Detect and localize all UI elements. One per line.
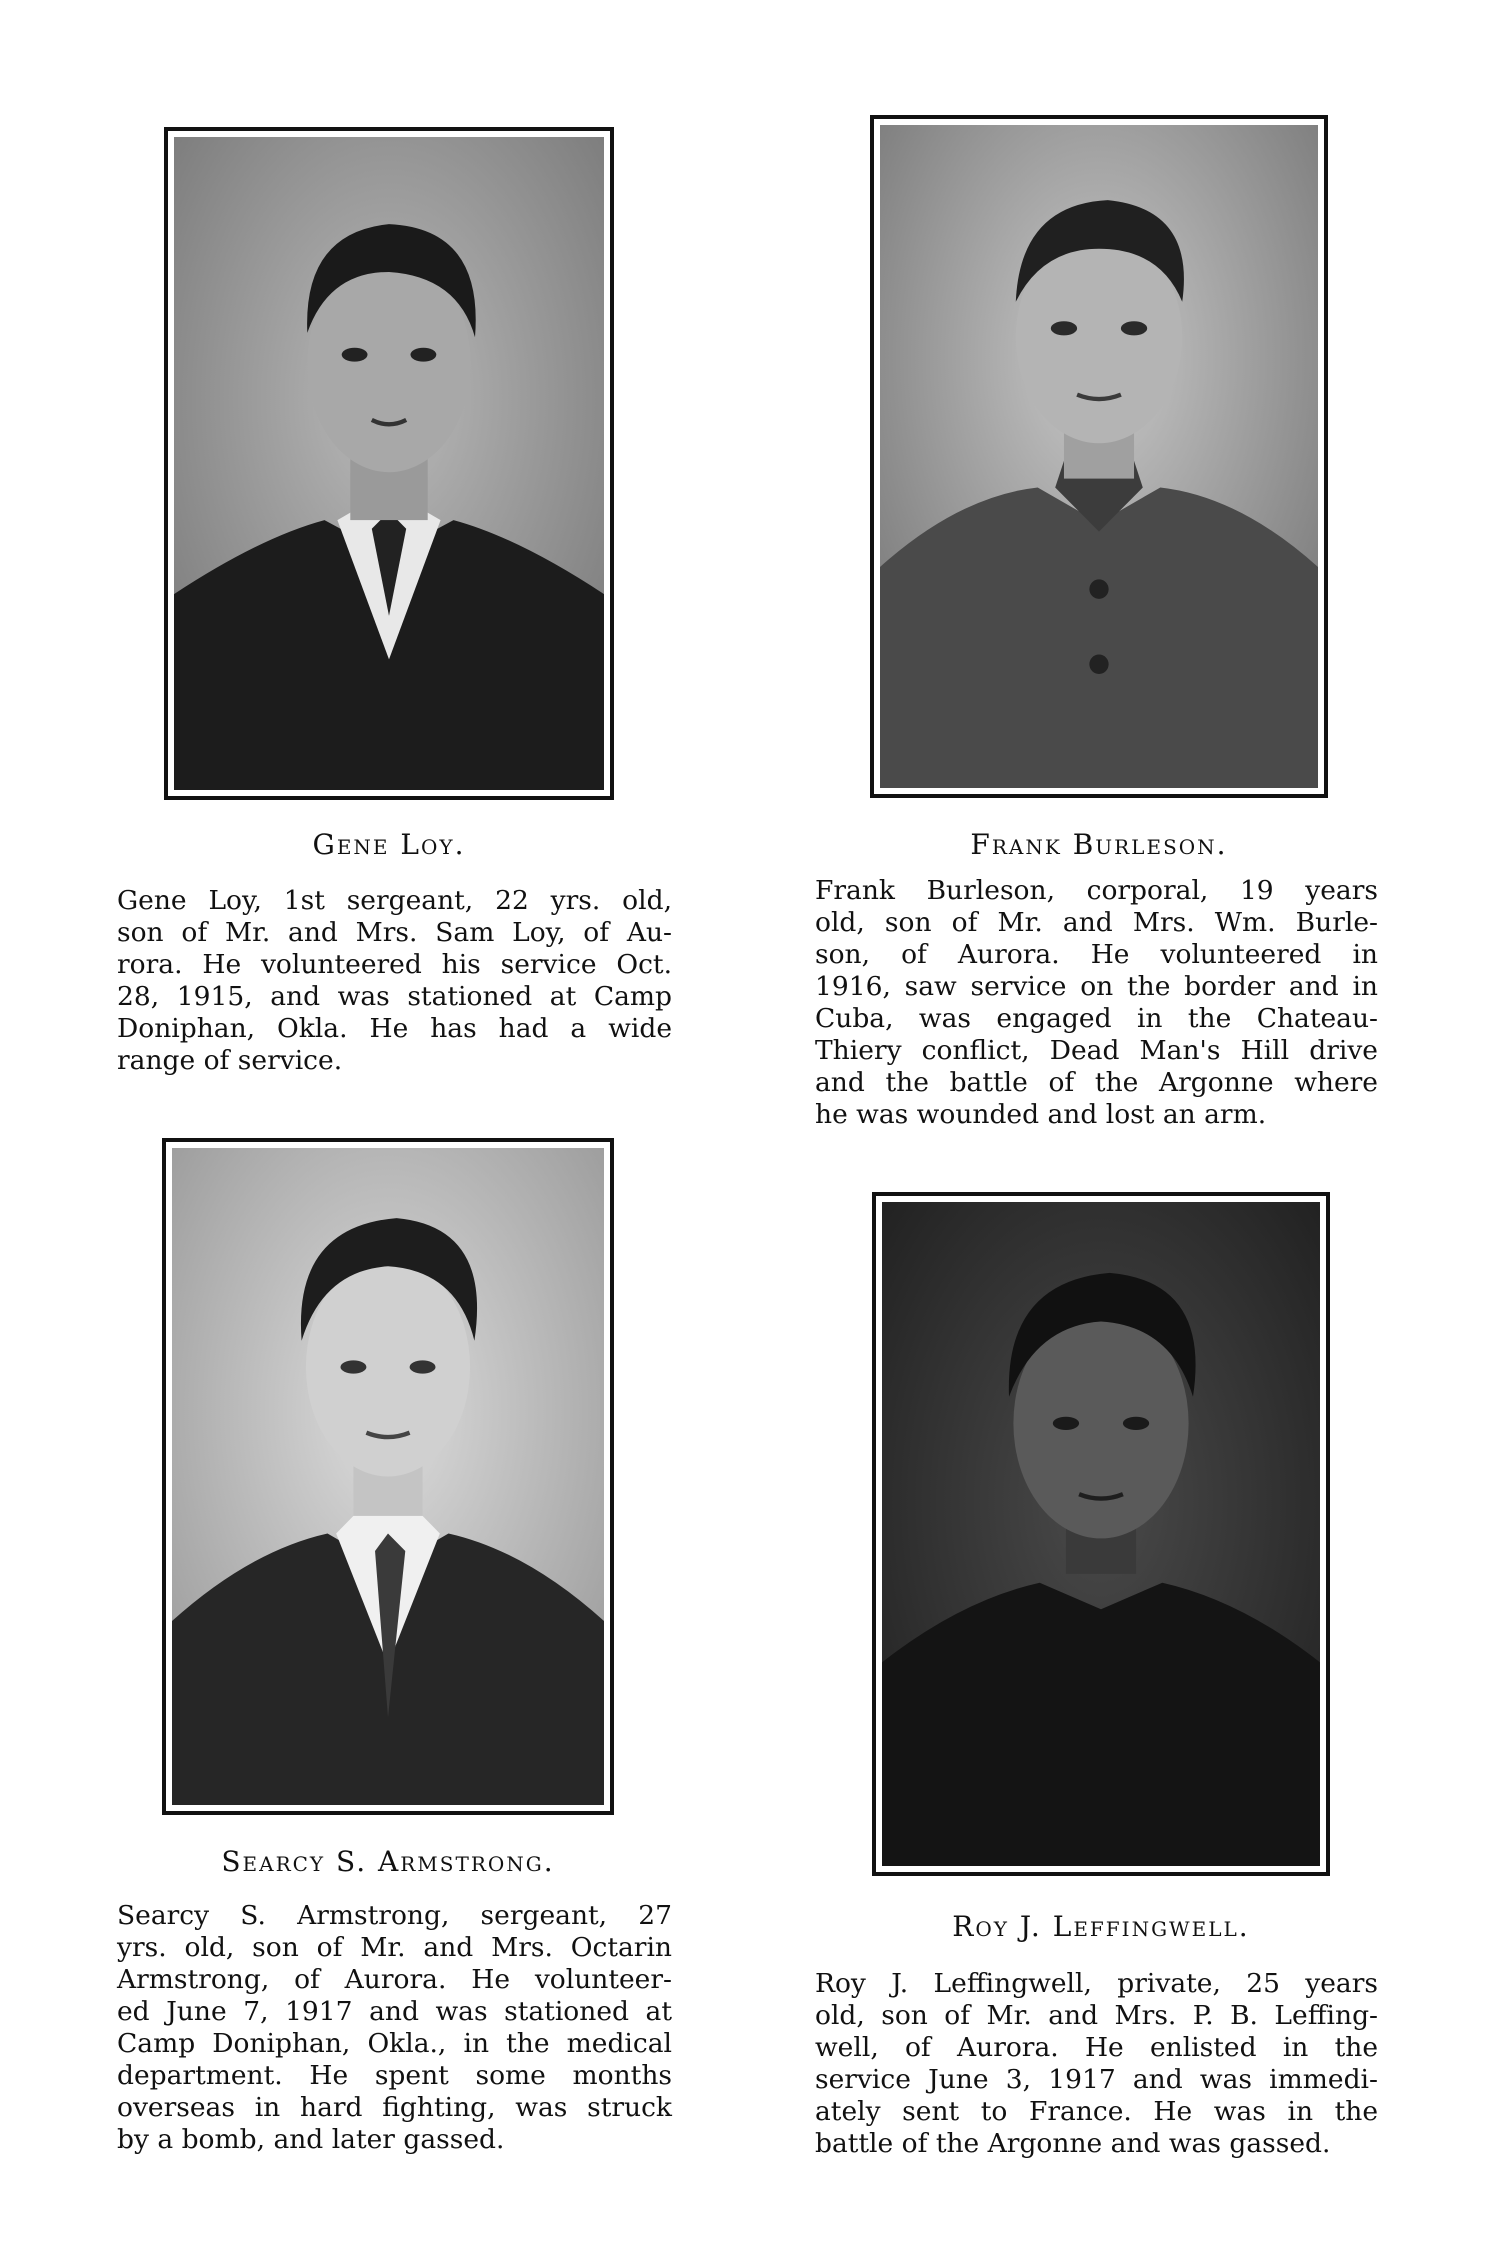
bio-line: and the battle of the Argonne where xyxy=(815,1067,1378,1098)
bio-line: son of Mr. and Mrs. Sam Loy, of Au- xyxy=(117,917,672,948)
bio-line: Camp Doniphan, Okla., in the medical xyxy=(117,2028,672,2059)
entry-bio xyxy=(117,885,672,1077)
bio-line: ed June 7, 1917 and was stationed at xyxy=(117,1996,672,2027)
bio-line: battle of the Argonne and was gassed. xyxy=(815,2128,1331,2159)
portrait-photo-frame xyxy=(162,1138,614,1815)
portrait-photo xyxy=(172,1148,604,1805)
bio-line: Gene Loy, 1st sergeant, 22 yrs. old, xyxy=(117,885,672,916)
entry-bio xyxy=(117,1900,672,2156)
entry-name: Gene Loy. xyxy=(312,828,466,861)
bio-line: old, son of Mr. and Mrs. Wm. Burle- xyxy=(815,907,1378,938)
bio-line: well, of Aurora. He enlisted in the xyxy=(815,2032,1378,2063)
bio-line: rora. He volunteered his service Oct. xyxy=(117,949,672,980)
bio-line: Armstrong, of Aurora. He volunteer- xyxy=(117,1964,672,1995)
bio-line: range of service. xyxy=(117,1045,343,1076)
bio-line: 1916, saw service on the border and in xyxy=(815,971,1378,1002)
portrait-photo xyxy=(882,1202,1320,1866)
bio-line: overseas in hard fighting, was struck xyxy=(117,2092,672,2123)
portrait-photo-frame xyxy=(870,115,1328,798)
portrait-photo xyxy=(880,125,1318,788)
bio-line: service June 3, 1917 and was immedi- xyxy=(815,2064,1378,2095)
bio-line: department. He spent some months xyxy=(117,2060,672,2091)
portrait-photo xyxy=(174,137,604,790)
bio-line: Roy J. Leffingwell, private, 25 years xyxy=(815,1968,1378,1999)
bio-line: Doniphan, Okla. He has had a wide xyxy=(117,1013,672,1044)
bio-line: yrs. old, son of Mr. and Mrs. Octarin xyxy=(117,1932,672,1963)
entry-name: Searcy S. Armstrong. xyxy=(221,1845,555,1878)
entry-bio xyxy=(815,875,1378,1131)
portrait-photo-frame xyxy=(872,1192,1330,1876)
bio-line: he was wounded and lost an arm. xyxy=(815,1099,1267,1130)
bio-line: by a bomb, and later gassed. xyxy=(117,2124,505,2155)
bio-line: ately sent to France. He was in the xyxy=(815,2096,1378,2127)
bio-line: Cuba, was engaged in the Chateau- xyxy=(815,1003,1378,1034)
entry-bio xyxy=(815,1968,1378,2160)
bio-line: 28, 1915, and was stationed at Camp xyxy=(117,981,672,1012)
bio-line: Thiery conflict, Dead Man's Hill drive xyxy=(815,1035,1378,1066)
bio-line: old, son of Mr. and Mrs. P. B. Leffing- xyxy=(815,2000,1378,2031)
entry-name: Roy J. Leffingwell. xyxy=(952,1910,1250,1943)
bio-line: Frank Burleson, corporal, 19 years xyxy=(815,875,1378,906)
bio-line: Searcy S. Armstrong, sergeant, 27 xyxy=(117,1900,672,1931)
bio-line: son, of Aurora. He volunteered in xyxy=(815,939,1378,970)
portrait-photo-frame xyxy=(164,127,614,800)
entry-name: Frank Burleson. xyxy=(970,828,1228,861)
